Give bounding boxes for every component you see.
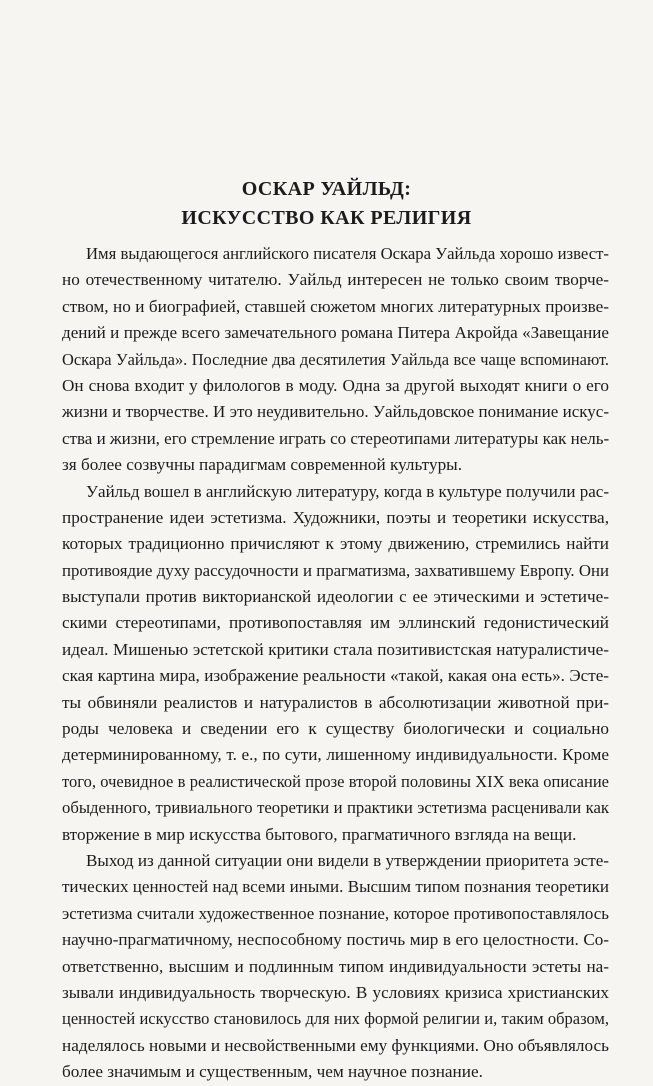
text-line: зя более созвучны парадигмам современной культуры. [62,455,463,475]
text-line: вторжение в мир искусства бытового, прагматичного взгляда на вещи. [62,824,577,844]
text-line: жизни и творчестве. И это неудивительно. Уайльдовское понимание искус- [62,402,609,422]
paragraph-3 [62,848,609,1086]
text-line: ством, но и биографией, ставшей сюжетом многих литературных произве- [62,296,609,316]
text-line: Имя выдающегося английского писателя Оскара Уайльда хорошо извест- [86,244,609,263]
text-line: более значимым и существенным, чем научное познание. [62,1062,483,1082]
text-line: но отечественному читателю. Уайльд интересен не только своим творче- [62,270,609,290]
text-line: Уайльд вошел в английскую литературу, когда в культуре получили рас- [86,481,609,501]
text-line: научно-прагматичному, неспособному постичь мир в его целостности. Со- [62,930,609,950]
text-line: того, очевидное в реалистической прозе второй половины XIX века описание [62,771,609,791]
text-line: пространение идеи эстетизма. Художники, поэты и теоретики искусства, [62,507,609,527]
text-line: эстетизма считали художественное познание, которое противопоставлялось [62,903,609,923]
text-line: идеал. Мишенью эстетской критики стала позитивистская натуралистиче- [62,639,609,659]
text-line: скими стереотипами, противопоставляя им эллинский гедонистический [62,613,609,633]
text-line: тических ценностей над всеми иными. Высшим типом познания теоретики [62,877,609,897]
paragraph-1 [62,241,609,479]
text-line: Оскара Уайльда». Последние два десятилетия Уайльда все чаще вспоминают. [62,349,609,369]
text-line: Выход из данной ситуации они видели в утверждении приоритета эсте- [86,850,609,870]
text-line: детерминированному, т. е., по сути, лишенному индивидуальности. Кроме [62,745,609,765]
text-line: которых традиционно причисляют к этому движению, стремились найти [62,534,609,554]
text-line: ская картина мира, изображение реальности «такой, какая она есть». Эсте- [62,666,609,686]
body-text [62,241,609,1086]
text-line: Он снова входит у филологов в моду. Одна за другой выходят книги о его [62,375,609,395]
text-line: противоядие духу рассудочности и прагматизма, захватившему Европу. Они [62,560,609,580]
chapter-title [0,175,653,233]
text-line: наделялось новыми и несвойственными ему функциями. Оно объявлялось [62,1035,609,1055]
chapter-title-line-2: ИСКУССТВО КАК РЕЛИГИЯ [181,207,472,229]
text-line: ства и жизни, его стремление играть со стереотипами литературы как нель- [62,428,610,448]
text-line: роды человека и сведении его к существу биологически и социально [62,719,609,739]
chapter-title-line-1: ОСКАР УАЙЛЬД: [241,178,412,200]
text-line: ты обвиняли реалистов и натуралистов в абсолютизации животной при- [62,692,609,712]
text-line: зывали индивидуальность творческую. В условиях кризиса христианских [62,982,609,1002]
paragraph-2 [62,479,609,848]
text-line: дений и прежде всего замечательного романа Питера Акройда «Завещание [62,323,609,343]
text-line: ценностей искусство становилось для них формой религии и, таким образом, [62,1009,609,1029]
text-line: выступали против викторианской идеологии с ее этическими и эстетиче- [62,587,609,607]
text-line: обыденного, тривиального теоретики и практики эстетизма расценивали как [62,798,609,818]
text-line: ответственно, высшим и подлинным типом индивидуальности эстеты на- [62,956,609,976]
